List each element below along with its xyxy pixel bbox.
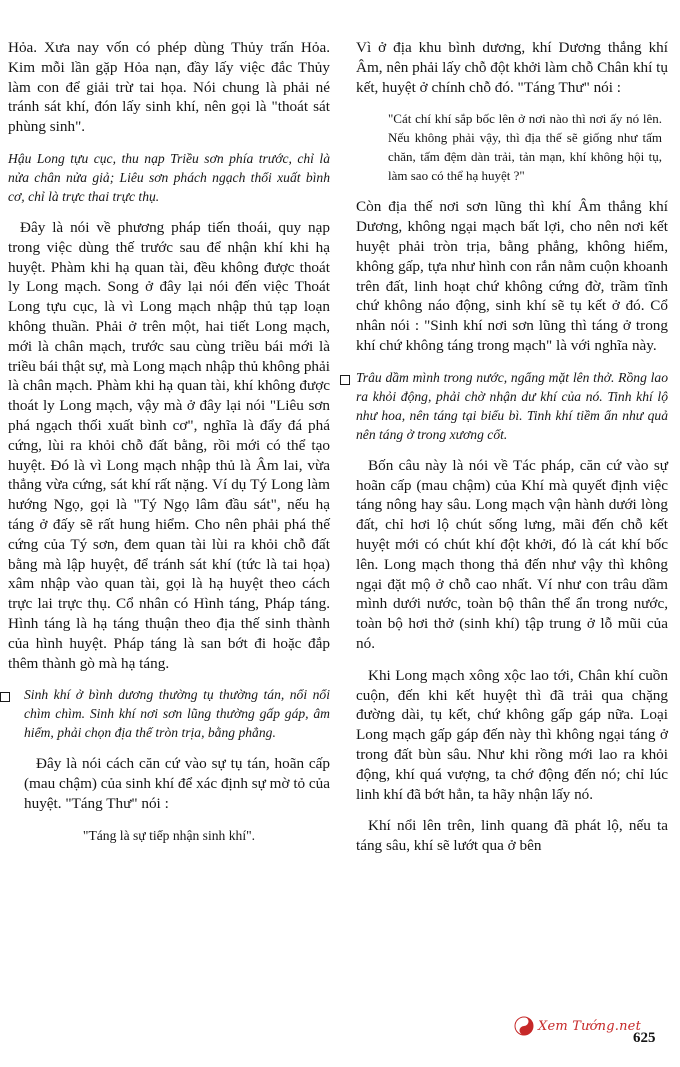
paragraph: Vì ở địa khu bình dương, khí Dương thắng khí Âm, nên phải lấy chỗ đột khởi làm chỗ Chân khí tụ kết, huyệt ở chính chỗ đó. "Táng Thư" nói : <box>356 39 668 96</box>
paragraph: Đây là nói về phương pháp tiến thoái, quy nạp trong việc dùng thế trước sau để nhận khí khi hạ huyệt. Phàm khi hạ quan tài, đều không được thoát ly Long mạch. Song ở đây lại nói đến việc Thoát Long tựu cục, là vì Long mạch nhập thủ tạp loạn không thuần. Phải ở trên một, hai tiết Long mạch, mới là chân mạch, trước sau cùng triều bái mới là triều bái thật sự, mà Long mạch nhập thủ không phải là chân mạch. Phàm khi hạ quan tài, khí không được thoát ly Long mạch, vậy mà ở đây lại nói "Liêu sơn phá ngạch thối xuất bình cơ", nghĩa là đẩy đá phá cứng, lùi ra khỏi chỗ đất bằng, rồi mới có thể tạo huyệt. Đó là vì Long mạch nhập thủ là Âm lai, vừa thẳng vừa cứng, sát khí rất nặng. Ví dụ Tý Long làm hướng Ngọ, gọi là "Tý Ngọ lâm đầu sát", nếu hạ táng ở đấy sẽ rất hung hiểm. Cho nên phải phá thế cứng của Tý sơn, đem quan tài lùi ra khỏi chỗ đất bằng mà lập huyệt, để tránh sát khí (tức là tai họa) xâm nhập vào quan tài, gọi là hạ huyệt theo cách trực lai trực thụ. Cổ nhân có Hình táng, Pháp táng. Hình táng là hạ táng thuận theo địa thế sinh thành của hình huyệt. Pháp táng là san bớt đi hoặc đắp thêm thành gò mà hạ táng. <box>8 218 330 672</box>
italic-verse: Sinh khí ở bình dương thường tụ thường tán, nổi nổi chìm chìm. Sinh khí nơi sơn lũng thường gấp gáp, âm hiểm, phải chọn địa thế tròn trịa, bằng phẳng. <box>24 687 330 741</box>
paragraph: Khí nổi lên trên, linh quang đã phát lộ, nếu ta táng sâu, khí sẽ lướt qua ở bên <box>356 817 668 855</box>
watermark <box>514 1016 641 1036</box>
paragraph: Bốn câu này là nói về Tác pháp, căn cứ vào sự hoãn cấp (mau chậm) của Khí mà quyết định việc táng nông hay sâu. Long mạch vận hành dưới lòng đất, chỉ hơi lộ chút sống lưng, mãi đến chỗ kết huyệt mới có chút khí đột khởi, đó là cát khí bốc lên. Long mạch thong thả đến như vậy thì không ngại đặt mộ ở chỗ cao nhất. Ví như con trâu dầm mình dưới nước, toàn bộ thân thể ẩn trong nước, toàn bộ hơi thở (sinh khí) tập trung ở lỗ mũi của nó. <box>356 456 668 652</box>
paragraph: Còn địa thế nơi sơn lũng thì khí Âm thắng khí Dương, không ngại mạch bất lợi, cho nên nơi kết huyệt phải tròn trịa, bằng phẳng, không hiểm, không gấp, tựa như hình con rắn nằm cuộn khoanh trên đất, linh hoạt chứ không cứng đờ, trầm tĩnh chứ không náo động, sinh khí sẽ tụ kết ở đó. Cổ nhân nói : "Sinh khí nơi sơn lũng thì táng ở trong khí chứ không táng trong mạch" là với nghĩa này. <box>356 198 668 354</box>
italic-verse: Trâu dầm mình trong nước, ngẩng mặt lên thở. Rồng lao ra khỏi động, phải chờ nhận dư khí của nó. Tinh khí lộ như hoa, nên táng tại biểu bì. Tinh khí tiềm ẩn như quả nên táng ở trong xương cốt. <box>356 369 668 442</box>
watermark-text[interactable]: Xem Tướng.net <box>538 1018 641 1034</box>
square-bullet-icon <box>0 692 10 702</box>
page-number: 625 <box>633 1030 656 1046</box>
quote: "Cát chí khí sắp bốc lên ở nơi nào thì nơi ấy nó lên. Nếu không phải vậy, thì địa thế sẽ giống như tấm chăn, tấm đệm dàn trải, tản mạn, khí không hội tụ, làm sao có thể hạ huyệt ?" <box>388 111 662 184</box>
yin-yang-icon <box>514 1016 534 1036</box>
bullet-item <box>8 685 330 742</box>
italic-verse: Hậu Long tựu cục, thu nạp Triều sơn phía trước, chỉ là nửa chân nửa giả; Liêu sơn phách ngạch thối xuất bình cơ, chỉ là trực thai trực thụ. <box>8 150 330 204</box>
square-bullet-icon <box>340 375 350 385</box>
left-column <box>8 38 330 858</box>
paragraph: Khi Long mạch xông xộc lao tới, Chân khí cuồn cuộn, đến khi kết huyệt thì đã trải qua chặng đường dài, tụ kết, chứ không gấp gáp nữa. Loại Long mạch gấp gáp đến này thì không ngại táng ở trong đất bùn sâu. Như khi rồng mới lao ra khỏi động, khí quá vượng, ta chớ động đến nó; chỉ lúc linh khí đã bớt hẳn, ta hãy nhận lấy nó. <box>356 666 668 803</box>
right-column <box>356 38 668 868</box>
quote: "Táng là sự tiếp nhận sinh khí". <box>82 827 256 843</box>
paragraph: Đây là nói cách căn cứ vào sự tụ tán, hoãn cấp (mau chậm) của sinh khí để xác định sự mờ tỏ của huyệt. "Táng Thư" nói : <box>24 755 331 812</box>
bullet-item <box>356 368 668 444</box>
paragraph: Hỏa. Xưa nay vốn có phép dùng Thủy trấn Hỏa. Kim mỗi lần gặp Hỏa nạn, đầy lấy việc đắc Thủy làm con để giải trừ tai họa. Nói chung là phải né tránh sát khí, đón lấy sinh khí, nên gọi là "thoát sát phùng sinh". <box>8 39 330 136</box>
